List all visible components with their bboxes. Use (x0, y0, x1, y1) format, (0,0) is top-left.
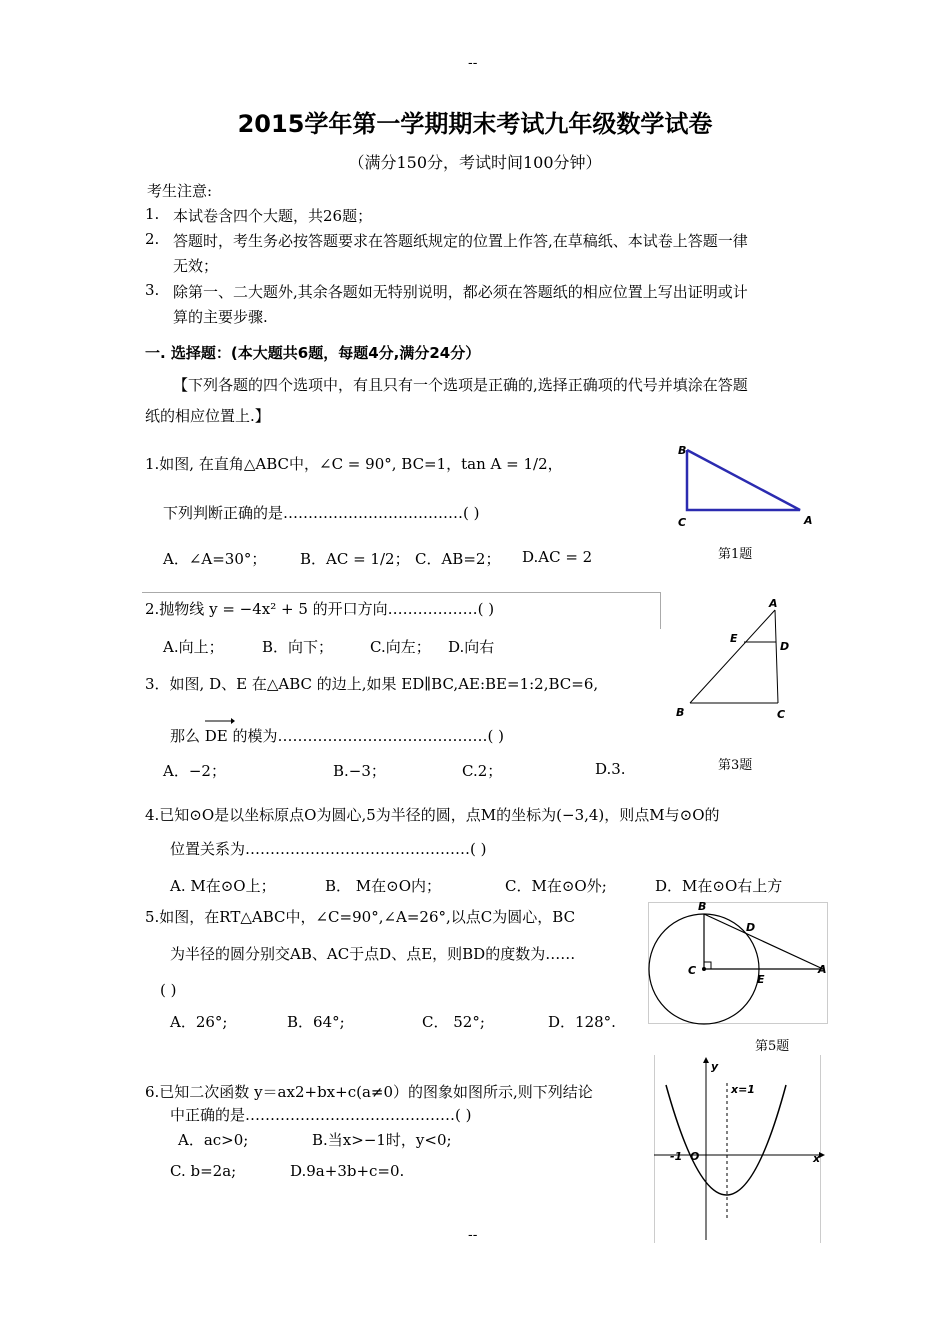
q5-figure-caption: 第5题 (755, 1039, 790, 1054)
bottom-page-mark: -- (468, 1228, 478, 1243)
q5-label-b: B (698, 900, 707, 913)
q5-option-d: D．128°. (548, 1013, 616, 1031)
q4-stem: 4.已知⊙O是以坐标原点O为圆心,5为半径的圆，点M的坐标为(−3,4)，则点M与⊙O的 (145, 806, 720, 824)
q1-option-b: B．AC = 1/2； (300, 550, 410, 568)
q5-label-a: A (818, 963, 827, 976)
q6-option-b: B.当x>−1时，y<0; (312, 1131, 452, 1149)
q3-label-a: A (769, 597, 778, 610)
q5-label-c: C (688, 964, 697, 977)
q3-stem-cont: 那么 DE 的模为……………………………………( ) (170, 727, 504, 745)
q3-option-b: B.−3； (333, 762, 386, 780)
note-text-2: 答题时，考生务必按答题要求在答题纸规定的位置上作答,在草稿纸、本试卷上答题一律 (173, 232, 748, 250)
q2-stem: 2.抛物线 y = −4x² + 5 的开口方向………………( ) (145, 600, 495, 618)
q6-option-d: D.9a+3b+c=0. (290, 1162, 405, 1180)
q6-label-minus-one: -1 (670, 1150, 683, 1163)
exam-subtitle: （满分150分，考试时间100分钟） (348, 153, 602, 172)
q1-label-b: B (678, 444, 687, 457)
section-heading: 一. 选择题：(本大题共6题，每题4分,满分24分） (145, 344, 481, 362)
note-text-3: 除第一、二大题外,其余各题如无特别说明，都必须在答题纸的相应位置上写出证明或计 (173, 283, 748, 301)
q3-figure-caption: 第3题 (718, 758, 753, 773)
q3-triangle-figure (680, 600, 800, 710)
note-text-1: 本试卷含四个大题，共26题； (173, 207, 373, 225)
q4-option-d: D．M在⊙O右上方 (655, 877, 783, 895)
q5-label-d: D (746, 921, 756, 934)
q6-stem-cont: 中正确的是……………………………………( ) (170, 1106, 472, 1124)
q6-label-origin: O (690, 1150, 700, 1163)
note-number-1: 1. (145, 205, 160, 223)
vector-arrow-icon (205, 718, 235, 724)
q5-stem-cont: 为半径的圆分别交AB、AC于点D、点E，则BD的度数为…… (170, 945, 576, 963)
q1-label-c: C (678, 516, 687, 529)
q4-option-b: B． M在⊙O内； (325, 877, 442, 895)
q1-option-c: C．AB=2； (415, 550, 501, 568)
q5-option-c: C． 52°; (422, 1013, 485, 1031)
q3-label-d: D (780, 640, 790, 653)
note-text-2-cont: 无效； (173, 257, 219, 275)
q6-option-c: C. b=2a; (170, 1162, 237, 1180)
q1-label-a: A (804, 514, 813, 527)
q3-option-d: D.3. (595, 760, 626, 778)
q5-circle-figure (648, 902, 828, 1024)
q3-label-b: B (676, 706, 685, 719)
q4-option-c: C．M在⊙O外; (505, 877, 607, 895)
q5-stem: 5.如图，在RT△ABC中，∠C=90°,∠A=26°,以点C为圆心，BC (145, 908, 576, 926)
q4-option-a: A. M在⊙O上； (170, 877, 276, 895)
notes-heading: 考生注意: (147, 182, 213, 200)
note-number-3: 3. (145, 281, 160, 299)
q2-option-b: B．向下； (262, 638, 334, 656)
q3-label-c: C (777, 708, 786, 721)
q3-option-c: C.2； (462, 762, 503, 780)
q5-stem-cont2: ( ) (160, 981, 177, 999)
exam-title: 2015学年第一学期期末考试九年级数学试卷 (237, 110, 713, 138)
top-page-mark: -- (468, 56, 478, 71)
q6-option-a: A．ac>0; (178, 1131, 249, 1149)
q2-option-d: D.向右 (448, 638, 495, 656)
note-text-3-cont: 算的主要步骤. (173, 308, 268, 326)
note-number-2: 2. (145, 230, 160, 248)
q6-label-x-axis: x (813, 1152, 821, 1165)
q4-stem-cont: 位置关系为………………………………………( ) (170, 840, 487, 858)
q6-stem: 6.已知二次函数 y＝ax2+bx+c(a≠0）的图象如图所示,则下列结论 (145, 1083, 593, 1101)
q5-option-b: B．64°; (287, 1013, 345, 1031)
q3-stem: 3．如图, D、E 在△ABC 的边上,如果 ED∥BC,AE:BE=1:2,BC=6, (145, 675, 599, 693)
q1-option-a: A．∠A=30°； (163, 550, 267, 568)
q1-option-d: D.AC = 2 (522, 548, 593, 566)
q2-option-a: A.向上； (163, 638, 224, 656)
q1-stem: 1.如图, 在直角△ABC中，∠C = 90°, BC=1，tan A = 1/2， (145, 455, 563, 473)
q6-label-axis-of-symmetry: x=1 (731, 1083, 755, 1096)
q5-label-e: E (757, 973, 765, 986)
q1-figure-caption: 第1题 (718, 547, 753, 562)
section-instruction-cont: 纸的相应位置上.】 (145, 407, 270, 425)
section-instruction: 【下列各题的四个选项中，有且只有一个选项是正确的,选择正确项的代号并填涂在答题 (173, 376, 748, 394)
q6-label-y-axis: y (711, 1060, 719, 1073)
q5-option-a: A．26°; (170, 1013, 228, 1031)
q3-option-a: A．−2； (163, 762, 226, 780)
q3-label-e: E (730, 632, 738, 645)
q2-option-c: C.向左； (370, 638, 431, 656)
q1-stem-cont: 下列判断正确的是………………………………( ) (163, 504, 480, 522)
